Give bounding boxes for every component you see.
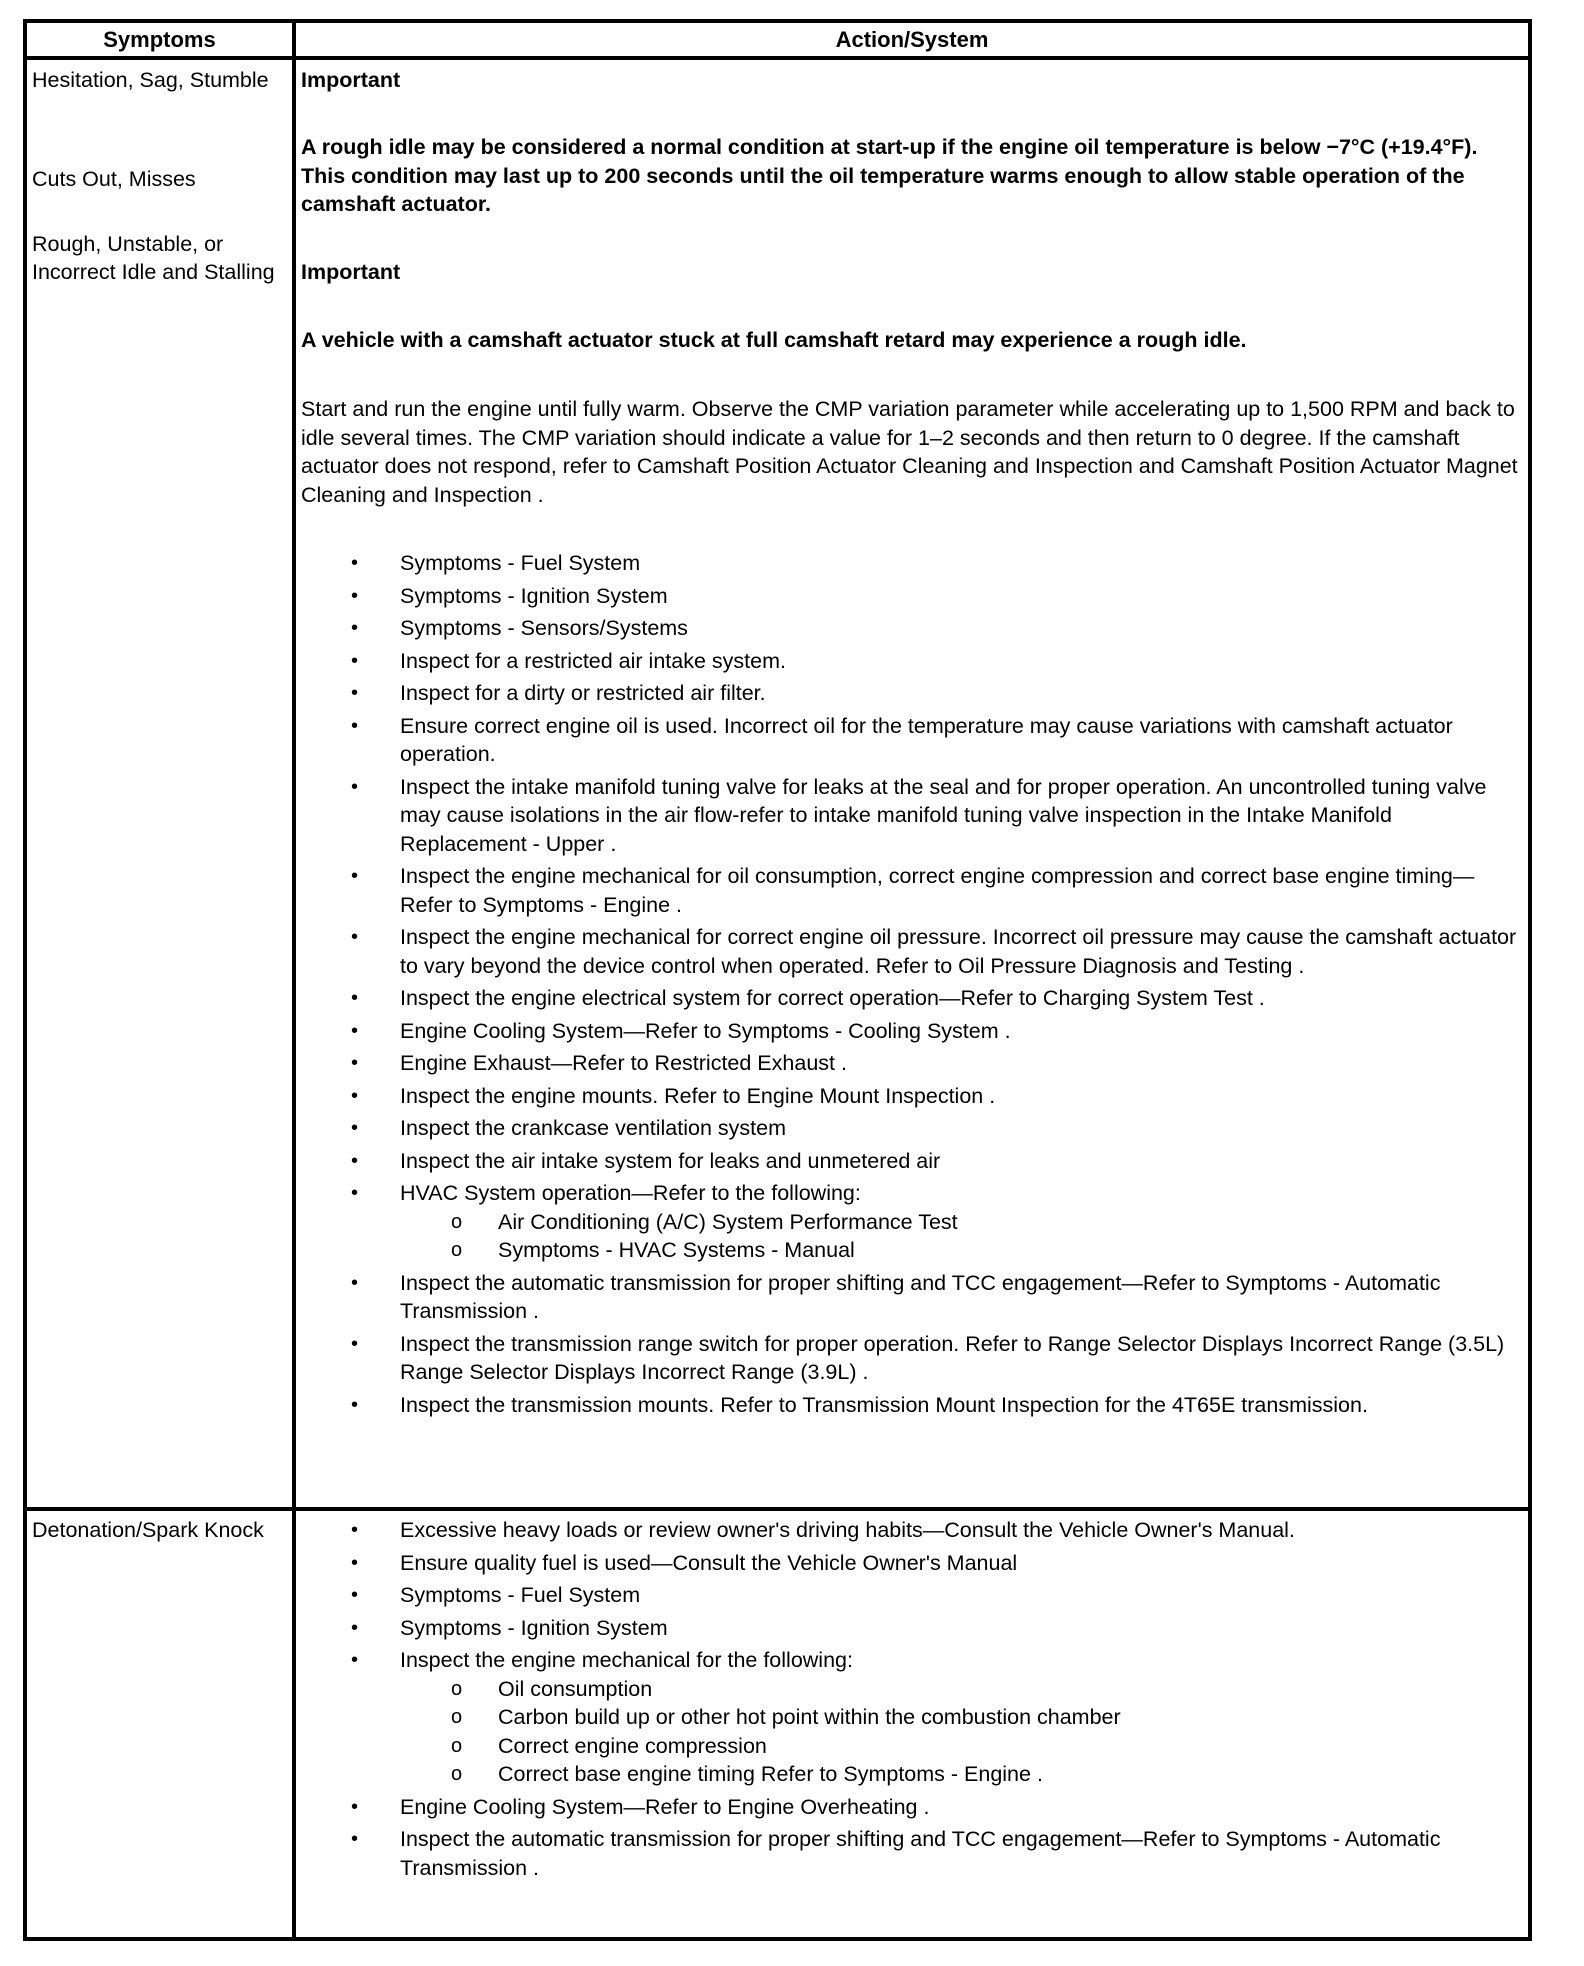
- list-item: • Symptoms - Sensors/Systems: [301, 614, 1523, 643]
- list-item: • Engine Cooling System—Refer to Symptoms - Cooling System .: [301, 1017, 1523, 1046]
- row1-action-list: [301, 549, 1523, 1423]
- header-symptoms: Symptoms: [103, 27, 216, 52]
- list-item: • Symptoms - Ignition System: [301, 1614, 1523, 1643]
- list-item-text: Inspect the engine mechanical for the following:: [400, 1648, 853, 1672]
- list-item: • Inspect the engine electrical system for correct operation—Refer to Charging System Test .: [301, 984, 1523, 1013]
- list-item: • Inspect the engine mechanical for oil consumption, correct engine compression and correct base engine timing—Refer to Symptoms - Engine .: [301, 862, 1523, 919]
- symptoms-table: [23, 19, 1532, 1941]
- list-item: • Inspect the intake manifold tuning valve for leaks at the seal and for proper operation. An uncontrolled tuning valve may cause isolations in the air flow-refer to intake manifold tuning valve inspection in the Intake Manifold Replacement - Upper .: [301, 773, 1523, 859]
- list-item-text: HVAC System operation—Refer to the following:: [400, 1181, 861, 1205]
- list-item: • Inspect the crankcase ventilation system: [301, 1114, 1523, 1143]
- sub-list-item: o Air Conditioning (A/C) System Performance Test: [400, 1208, 1523, 1237]
- sub-list-item: o Symptoms - HVAC Systems - Manual: [400, 1236, 1523, 1265]
- important-note-2: A vehicle with a camshaft actuator stuck at full camshaft retard may experience a rough idle.: [301, 328, 1247, 352]
- column-divider: [292, 23, 296, 1937]
- important-label-1: Important: [301, 68, 401, 92]
- list-item-mechanical: [301, 1646, 1523, 1789]
- symptom-detonation: Detonation/Spark Knock: [32, 1518, 264, 1542]
- list-item: • Engine Exhaust—Refer to Restricted Exhaust .: [301, 1049, 1523, 1078]
- important-note-1: A rough idle may be considered a normal condition at start-up if the engine oil temperature is below −7°C (+19.4°F). This condition may last up to 200 seconds until the oil temperature warms enough to allow stable operation of the camshaft actuator.: [301, 135, 1478, 216]
- list-item: • Inspect the air intake system for leaks and unmetered air: [301, 1147, 1523, 1176]
- symptom-cuts-out: Cuts Out, Misses: [32, 167, 196, 191]
- sub-list-item: o Correct engine compression: [400, 1732, 1523, 1761]
- symptom-rough-idle: Rough, Unstable, or Incorrect Idle and Stalling: [32, 232, 275, 284]
- list-item-hvac: [301, 1179, 1523, 1265]
- header-rule: [27, 56, 1528, 60]
- list-item: • Inspect for a restricted air intake system.: [301, 647, 1523, 676]
- list-item: • Inspect the transmission mounts. Refer to Transmission Mount Inspection for the 4T65E transmission.: [301, 1391, 1523, 1420]
- list-item: • Symptoms - Fuel System: [301, 1581, 1523, 1610]
- row-divider: [27, 1507, 1528, 1511]
- list-item: • Ensure quality fuel is used—Consult the Vehicle Owner's Manual: [301, 1549, 1523, 1578]
- list-item: • Inspect for a dirty or restricted air filter.: [301, 679, 1523, 708]
- list-item: • Inspect the transmission range switch for proper operation. Refer to Range Selector Displays Incorrect Range (3.5L) Range Selector Displays Incorrect Range (3.9L) .: [301, 1330, 1523, 1387]
- list-item: • Ensure correct engine oil is used. Incorrect oil for the temperature may cause variations with camshaft actuator operation.: [301, 712, 1523, 769]
- important-label-2: Important: [301, 260, 401, 284]
- symptom-hesitation: Hesitation, Sag, Stumble: [32, 68, 269, 92]
- header-action-system: Action/System: [835, 27, 989, 52]
- list-item: • Engine Cooling System—Refer to Engine Overheating .: [301, 1793, 1523, 1822]
- list-item: • Inspect the automatic transmission for proper shifting and TCC engagement—Refer to Symptoms - Automatic Transmission .: [301, 1825, 1523, 1882]
- sub-list-item: o Oil consumption: [400, 1675, 1523, 1704]
- list-item: • Symptoms - Ignition System: [301, 582, 1523, 611]
- list-item: • Inspect the automatic transmission for proper shifting and TCC engagement—Refer to Symptoms - Automatic Transmission .: [301, 1269, 1523, 1326]
- list-item: • Inspect the engine mechanical for correct engine oil pressure. Incorrect oil pressure may cause the camshaft actuator to vary beyond the device control when operated. Refer to Oil Pressure Diagnosis and Testing .: [301, 923, 1523, 980]
- list-item: • Symptoms - Fuel System: [301, 549, 1523, 578]
- list-item: • Excessive heavy loads or review owner's driving habits—Consult the Vehicle Owner's Manual.: [301, 1516, 1523, 1545]
- row2-action-list: [301, 1516, 1523, 1886]
- warmup-instructions: Start and run the engine until fully warm. Observe the CMP variation parameter while accelerating up to 1,500 RPM and back to idle several times. The CMP variation should indicate a value for 1–2 seconds and then return to 0 degree. If the camshaft actuator does not respond, refer to Camshaft Position Actuator Cleaning and Inspection and Camshaft Position Actuator Magnet Cleaning and Inspection .: [301, 397, 1518, 507]
- list-item: • Inspect the engine mounts. Refer to Engine Mount Inspection .: [301, 1082, 1523, 1111]
- sub-list-item: o Correct base engine timing Refer to Symptoms - Engine .: [400, 1760, 1523, 1789]
- sub-list-item: o Carbon build up or other hot point within the combustion chamber: [400, 1703, 1523, 1732]
